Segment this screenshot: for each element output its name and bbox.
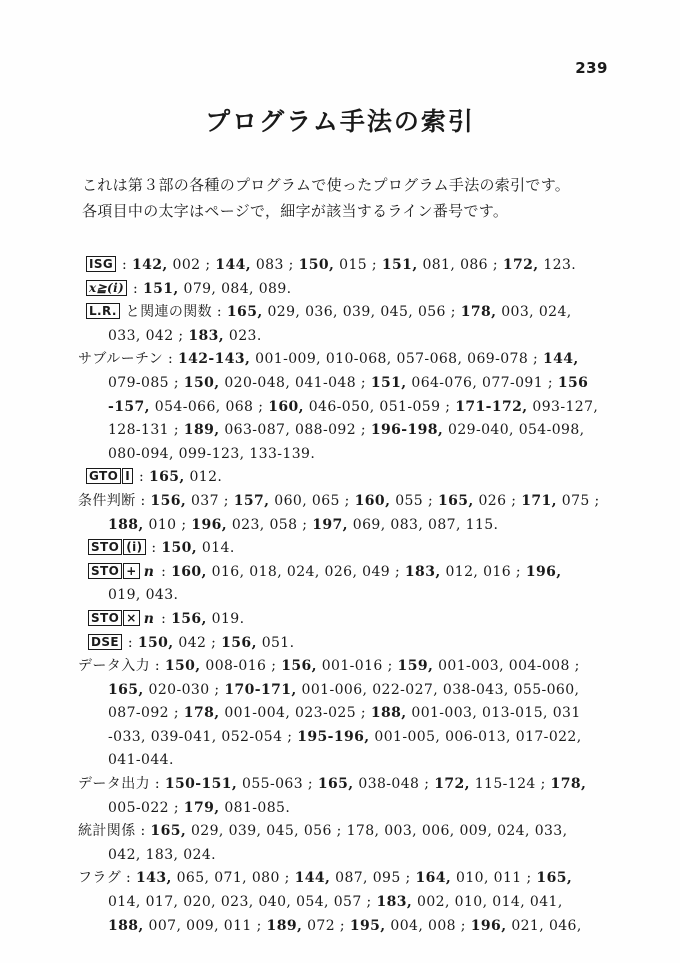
entry-refs: : 160, 016, 018, 024, 026, 049 ; 183, 012, 016 ; 196, (161, 563, 562, 580)
page-ref: 150, (161, 540, 198, 557)
page-ref: 150, (137, 634, 174, 651)
entry-refs: 150-151, 055-063 ; 165, 038-048 ; 172, 115-124 ; 178, (164, 776, 587, 793)
page-ref: 156, (171, 610, 207, 627)
entry-conditional (78, 490, 626, 537)
dse-key: DSE (88, 634, 122, 650)
entry-refs-cont: 033, 042 ; 183, 023. (108, 327, 262, 344)
intro-line-2: 各項目中の太字はページで，細字が該当するライン番号です。 (82, 202, 509, 220)
page-ref: 165, (317, 776, 354, 793)
page-ref: 195, (349, 917, 386, 934)
page-ref: 165, (226, 304, 263, 321)
entry-refs-cont: 014, 017, 020, 023, 040, 054, 057 ; 183, 002, 010, 014, 041, (108, 894, 563, 911)
page-ref: 144, (294, 870, 331, 887)
page-number: 239 (575, 59, 608, 77)
isg-key: ISG (86, 256, 116, 272)
page-ref: 171-172, (455, 398, 528, 415)
page-ref: 188, (370, 705, 407, 722)
lr-key: L.R. (86, 303, 120, 319)
page-ref: 157, (233, 492, 270, 509)
page-ref: 165, (148, 469, 185, 486)
page-ref: 151, (142, 280, 179, 297)
page-ref: 188, (108, 917, 144, 934)
times-key: × (123, 610, 139, 626)
sto-key: STO (88, 539, 122, 555)
entry-refs-cont: 080-094, 099-123, 133-139. (108, 445, 316, 462)
entry-statistics (78, 820, 626, 867)
entry-refs-cont: 128-131 ; 189, 063-087, 088-092 ; 196-198, 029-040, 054-098, (108, 422, 585, 439)
entry-refs: : 165, 012. (138, 469, 223, 486)
entry-refs-cont: 079-085 ; 150, 020-048, 041-048 ; 151, 064-076, 077-091 ; 156 (108, 374, 589, 391)
n-variable: n (143, 610, 155, 627)
entry-label: サブルーチン : (78, 351, 178, 368)
entry-label: 条件判断 : (78, 492, 151, 509)
page-ref: 159, (397, 658, 434, 675)
page-ref: 156, (150, 492, 187, 509)
page-ref: 151, (370, 374, 407, 391)
page-title: プログラム手法の索引 (205, 107, 475, 136)
page-ref: 196, (191, 516, 227, 533)
page-ref: 197, (312, 516, 348, 533)
entry-refs-cont: -157, 054-066, 068 ; 160, 046-050, 051-059 ; 171-172, 093-127, (108, 398, 599, 415)
page-ref: 160, (268, 398, 304, 415)
i-key: I (122, 468, 133, 484)
n-variable: n (143, 563, 155, 580)
page-ref: 165, (108, 681, 144, 698)
page-ref: 164, (415, 870, 452, 887)
gto-key: GTO (86, 468, 121, 484)
entry-refs: 142-143, 001-009, 010-068, 057-068, 069-078 ; 144, (177, 351, 579, 368)
page-ref: 172, (434, 776, 470, 793)
entry-refs: : 151, 079, 084, 089. (132, 280, 292, 297)
entry-refs: : 156, 019. (161, 610, 245, 627)
page-ref: 172, (502, 257, 539, 273)
entry-label: 統計関係 : (78, 823, 151, 840)
entry-refs-cont: 188, 010 ; 196, 023, 058 ; 197, 069, 083, 087, 115. (108, 516, 499, 533)
entry-data-input (78, 655, 626, 773)
page-ref: 178, (460, 304, 497, 321)
entry-refs-cont: 019, 043. (108, 587, 179, 604)
paren-i-key: (i) (123, 539, 145, 555)
page-ref: 196, (525, 563, 562, 580)
entry-sto-plus-n (78, 561, 626, 608)
page-ref: 189, (183, 422, 220, 439)
entry-refs-cont: 087-092 ; 178, 001-004, 023-025 ; 188, 001-003, 013-015, 031 (108, 705, 581, 722)
intro-paragraph (82, 172, 622, 224)
page-ref: 142, (132, 257, 168, 273)
page-ref: 150, (164, 658, 201, 675)
entry-refs: : 142, 002 ; 144, 083 ; 150, 015 ; 151, 081, 086 ; 172, 123. (122, 257, 577, 273)
page-ref: 165, (150, 823, 187, 840)
entry-refs-cont: 042, 183, 024. (108, 846, 217, 863)
entry-refs: 143, 065, 071, 080 ; 144, 087, 095 ; 164, 010, 011 ; 165, (136, 870, 573, 887)
entry-sto-times-n (78, 608, 626, 632)
page-ref: 178, (183, 705, 220, 722)
sto-key: STO (88, 563, 122, 579)
entry-gto-i (78, 466, 626, 490)
page-ref: 160, (171, 563, 207, 580)
page-ref: 150-151, (164, 776, 238, 793)
entry-refs: : 150, 014. (151, 540, 235, 557)
page-ref: 160, (354, 492, 391, 509)
entry-data-output (78, 773, 626, 820)
page-ref: 156 (557, 374, 589, 391)
entry-flag (78, 867, 626, 938)
page-ref: 183, (376, 894, 413, 911)
entry-x-ge-i (78, 278, 626, 302)
page-ref: 183, (404, 563, 441, 580)
entry-refs-cont: -033, 039-041, 052-054 ; 195-196, 001-005, 006-013, 017-022, (108, 728, 582, 745)
page-ref: -157, (108, 398, 150, 415)
page-ref: 196, (470, 917, 507, 934)
page-ref: 183, (188, 327, 225, 344)
entry-refs: 150, 008-016 ; 156, 001-016 ; 159, 001-003, 004-008 ; (164, 658, 580, 675)
page-ref: 170-171, (224, 681, 297, 698)
page-ref: 189, (266, 917, 303, 934)
page-ref: 178, (550, 776, 587, 793)
entry-refs: 156, 037 ; 157, 060, 065 ; 160, 055 ; 165, 026 ; 171, 075 ; (150, 492, 600, 509)
entry-subroutine (78, 348, 626, 466)
page-ref: 142-143, (177, 351, 251, 368)
entry-dse (78, 632, 626, 656)
entry-refs: 165, 029, 036, 039, 045, 056 ; 178, 003, 024, (226, 304, 572, 321)
entry-refs: 165, 029, 039, 045, 056 ; 178, 003, 006, 009, 024, 033, (150, 823, 568, 840)
page-ref: 151, (381, 257, 418, 273)
x-ge-i-key: x≧(i) (86, 280, 127, 296)
page-ref: 144, (215, 257, 251, 273)
index-entries (78, 254, 626, 938)
intro-line-1: これは第３部の各種のプログラムで使ったプログラム手法の索引です。 (82, 176, 571, 194)
entry-lr (78, 301, 626, 348)
entry-refs-cont: 165, 020-030 ; 170-171, 001-006, 022-027, 038-043, 055-060, (108, 681, 580, 698)
page-ref: 196-198, (370, 422, 444, 439)
page-ref: 150, (183, 374, 220, 391)
entry-refs-cont: 005-022 ; 179, 081-085. (108, 799, 291, 816)
entry-label: フラグ : (78, 870, 137, 887)
page-ref: 156, (281, 658, 317, 675)
page-ref: 195-196, (297, 728, 370, 745)
entry-label: データ入力 : (78, 658, 165, 675)
page-ref: 144, (542, 351, 579, 368)
entry-label: データ出力 : (78, 776, 165, 793)
entry-label: と関連の関数 : (120, 304, 227, 321)
page-ref: 150, (298, 257, 335, 273)
plus-key: + (123, 563, 139, 579)
sto-key: STO (88, 610, 122, 626)
entry-sto-i (78, 537, 626, 561)
entry-refs-cont: 041-044. (108, 752, 174, 769)
entry-isg (78, 254, 626, 278)
page-ref: 188, (108, 516, 144, 533)
page-ref: 143, (136, 870, 172, 887)
page-ref: 179, (183, 799, 220, 816)
page-ref: 156, (221, 634, 257, 651)
page-ref: 165, (536, 870, 573, 887)
page-ref: 165, (437, 492, 474, 509)
page-ref: 171, (521, 492, 557, 509)
entry-refs: : 150, 042 ; 156, 051. (123, 634, 295, 651)
entry-refs-cont: 188, 007, 009, 011 ; 189, 072 ; 195, 004, 008 ; 196, 021, 046, (108, 917, 582, 934)
